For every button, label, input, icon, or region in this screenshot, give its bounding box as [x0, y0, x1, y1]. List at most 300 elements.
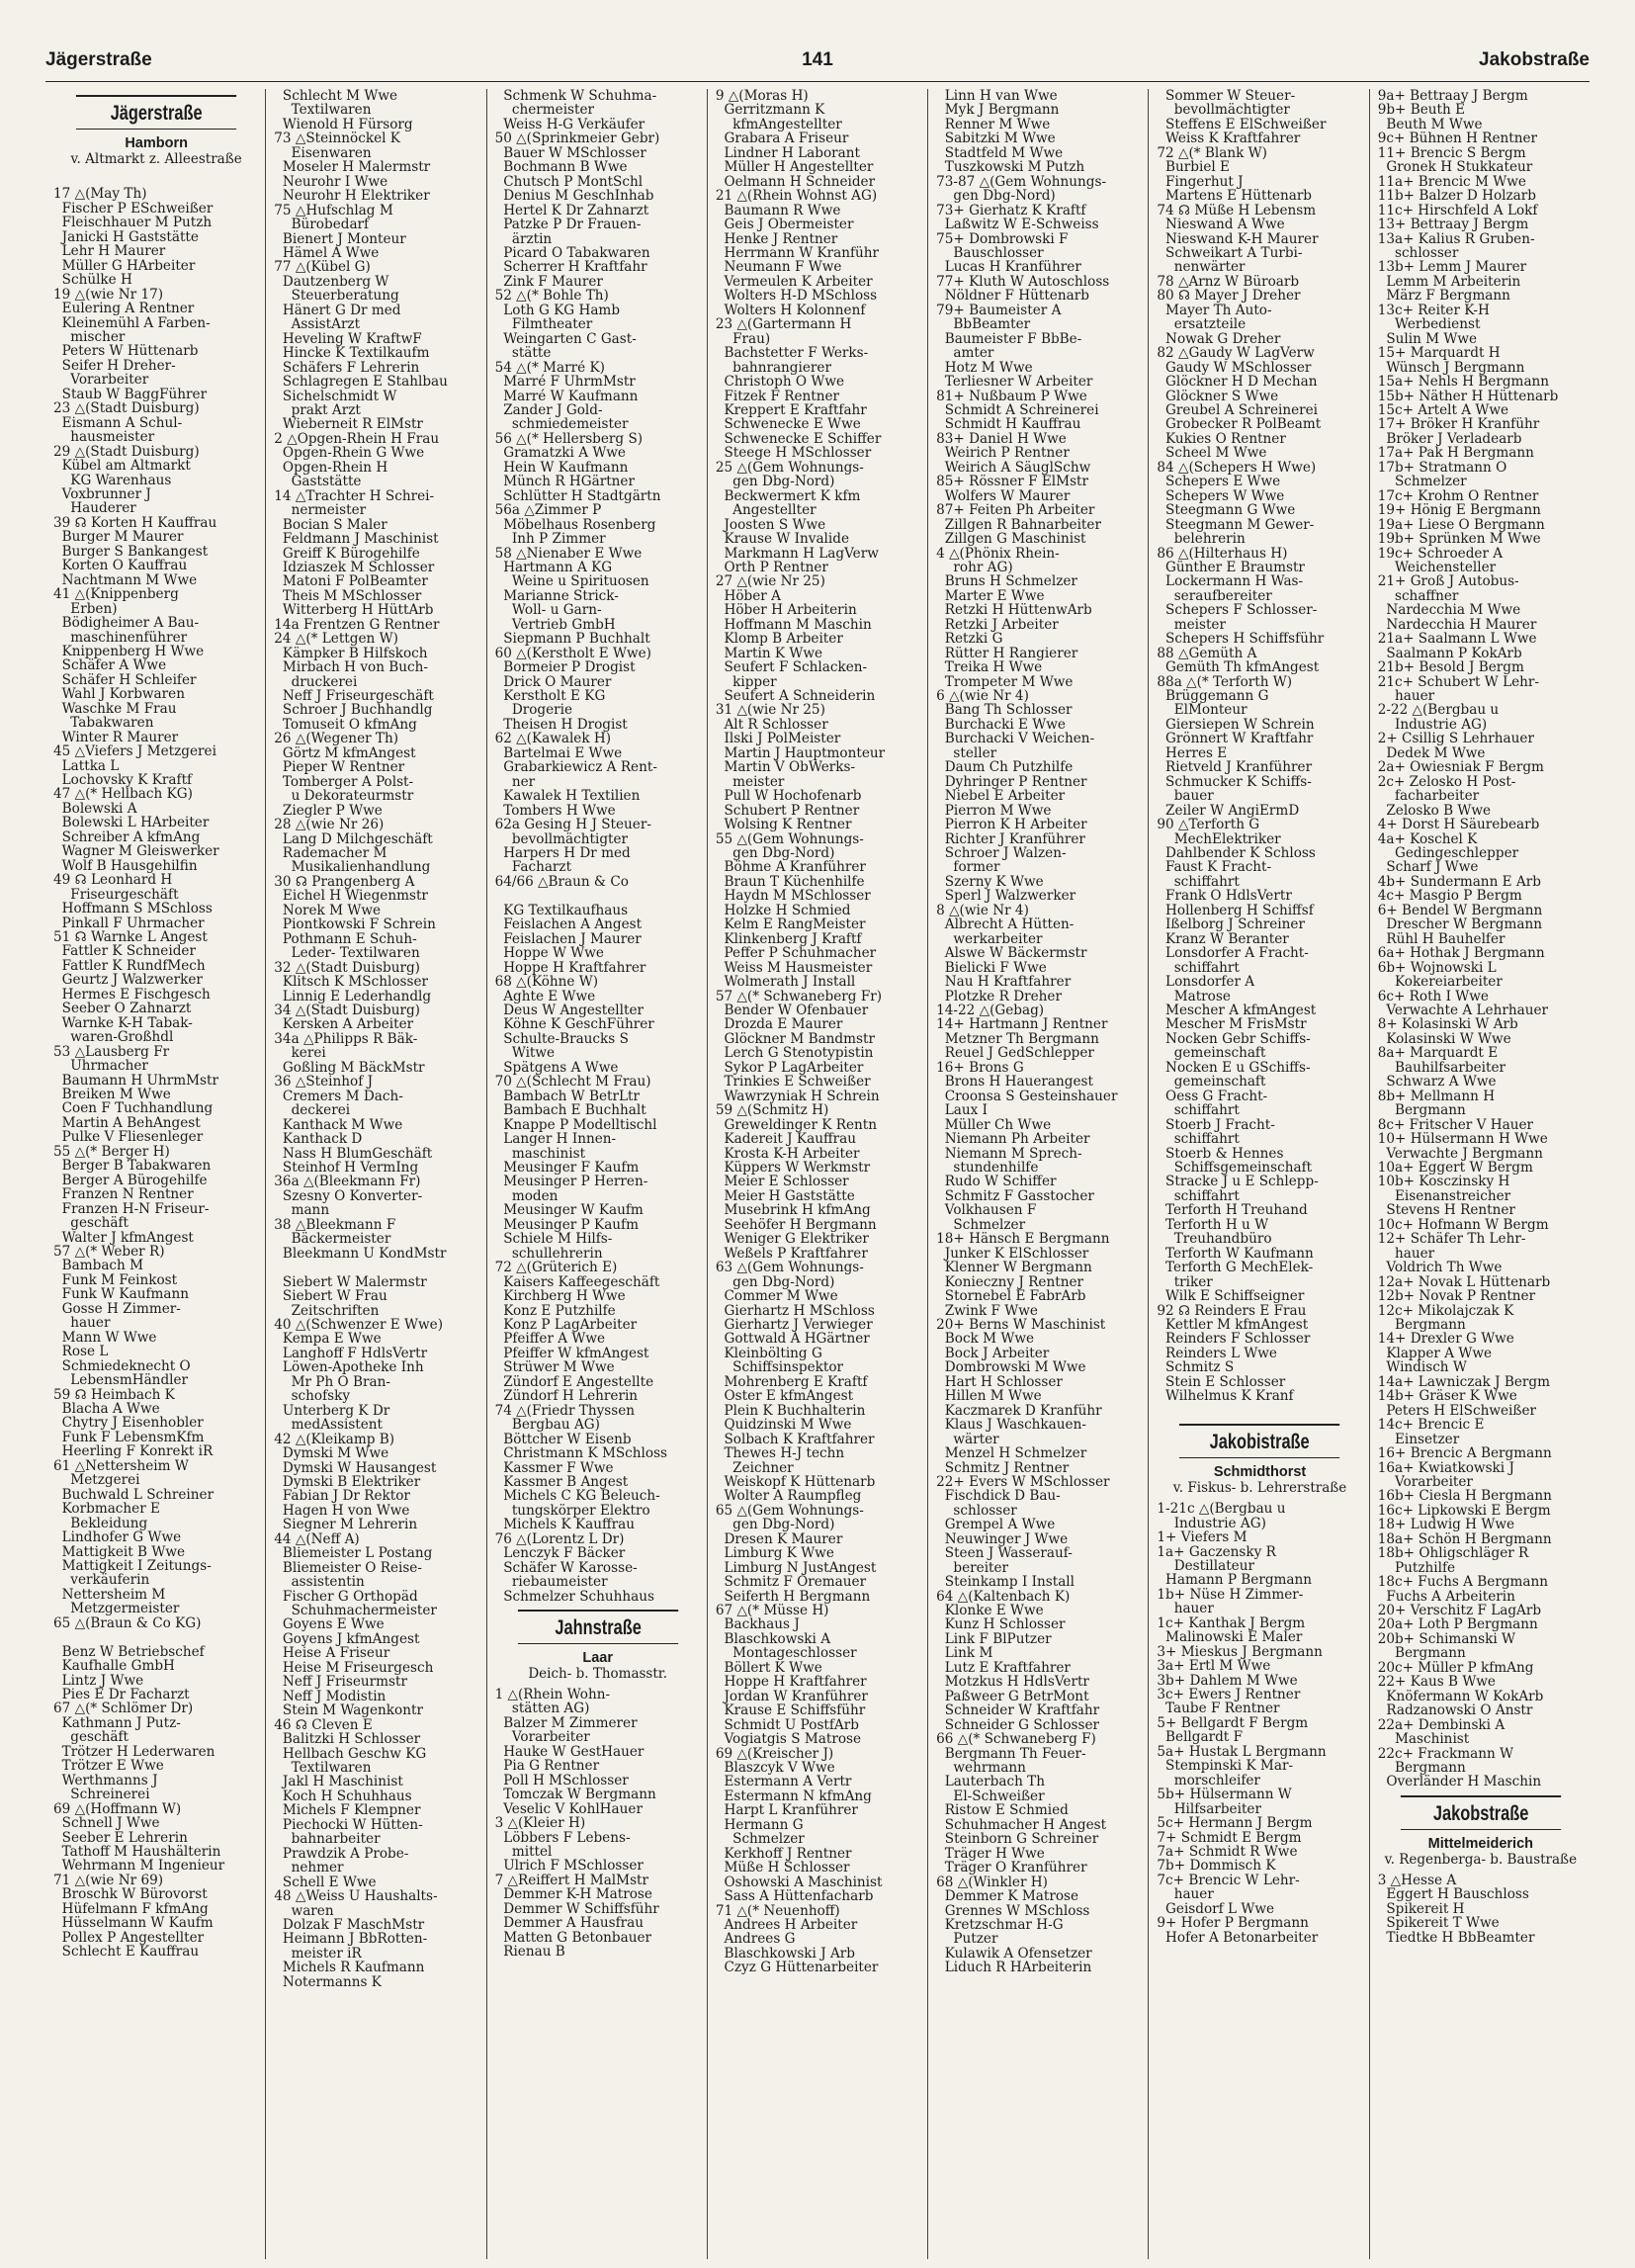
directory-entry: Schlagregen E Stahlbau — [274, 374, 448, 391]
directory-entry: 67 △(* Schlömer Dr) — [53, 1701, 194, 1717]
directory-entry: 56 △(* Hellersberg S) — [494, 430, 644, 447]
directory-entry: 17a+ Pak H Bergmann — [1377, 445, 1534, 462]
directory-entry: Opgen-Rhein H — [274, 459, 388, 476]
directory-entry: Renner M Wwe — [936, 116, 1051, 132]
directory-entry: Weichensteller — [1377, 559, 1497, 575]
directory-entry: Rütter H Rangierer — [936, 645, 1078, 661]
directory-entry: Lutz E Kraftfahrer — [936, 1659, 1071, 1676]
directory-entry: Funk W Kaufmann — [53, 1286, 189, 1303]
directory-entry: Estermann A Vertr — [715, 1774, 852, 1790]
directory-entry: 21a+ Saalmann L Wwe — [1377, 631, 1537, 648]
directory-entry: Kleinemühl A Farben- — [53, 314, 211, 331]
directory-entry: Ilski J PolMeister — [715, 731, 841, 747]
directory-entry: 50 △(Sprinkmeier Gebr) — [494, 131, 660, 147]
directory-entry: Pierron M Wwe — [936, 802, 1052, 819]
directory-entry: Müller H Angestellter — [715, 159, 874, 176]
directory-entry: Weirich A SäuglSchw — [936, 459, 1091, 476]
running-head-left: Jägerstraße — [45, 49, 152, 70]
directory-entry: Heimann J BbRotten- — [274, 1931, 428, 1948]
directory-entry: 4+ Dorst H Säurebearb — [1377, 817, 1540, 833]
directory-entry: Schmelzer — [1377, 474, 1467, 490]
directory-entry: Gerritzmann K — [715, 102, 825, 119]
directory-entry: Hauke W GestHauer — [494, 1743, 645, 1760]
directory-entry: 31 △(wie Nr 25) — [715, 702, 825, 719]
directory-entry: Baumann H UhrmMstr — [53, 1072, 218, 1089]
directory-entry: Lucas H Kranführer — [936, 259, 1081, 276]
directory-entry: Quidzinski M Wwe — [715, 1417, 852, 1434]
directory-entry: Thewes H-J techn — [715, 1445, 845, 1462]
directory-entry: bevollmächtigter — [1157, 102, 1290, 119]
directory-entry: schiffahrt — [1157, 873, 1240, 890]
directory-entry: Ißelborg J Schreiner — [1157, 916, 1305, 933]
directory-entry: 16c+ Lipkowski E Bergm — [1377, 1502, 1551, 1519]
directory-entry: Terforth H Treuhand — [1157, 1202, 1308, 1219]
directory-entry: Rietveld J Kranführer — [1157, 759, 1313, 776]
directory-entry: 17+ Bröker H Kranführ — [1377, 416, 1540, 433]
directory-entry: Konz E Putzhilfe — [494, 1302, 616, 1319]
directory-entry: Marré W Kaufmann — [494, 388, 639, 404]
street-heading: Jägerstraße — [76, 95, 236, 130]
directory-entry: Hermes E Fischgesch — [53, 986, 211, 1003]
directory-entry: Wagner M Gleiswerker — [53, 843, 219, 860]
directory-entry: 45 △Viefers J Metzgerei — [53, 743, 216, 760]
directory-entry: Grobecker R PolBeamt — [1157, 416, 1322, 433]
directory-entry: 68 △(Winkler H) — [936, 1874, 1048, 1890]
directory-entry: Andrees G — [715, 1931, 796, 1948]
directory-entry: Schmucker K Schiffs- — [1157, 773, 1312, 790]
directory-entry: Metzgermeister — [53, 1601, 180, 1617]
directory-entry: 10+ Hülsermann H Wwe — [1377, 1131, 1548, 1148]
directory-entry: Bender W Ofenbauer — [715, 1003, 869, 1018]
directory-entry: 17b+ Stratmann O — [1377, 459, 1507, 476]
directory-entry: Einsetzer — [1377, 1431, 1460, 1447]
directory-entry: Michels F Klempner — [274, 1802, 421, 1819]
directory-entry: Malinowski E Maler — [1157, 1629, 1303, 1646]
directory-entry: Feldmann J Maschinist — [274, 531, 439, 548]
directory-entry: Löbbers F Lebens- — [494, 1829, 631, 1846]
directory-entry: Kirchberg H Wwe — [494, 1288, 626, 1305]
directory-entry: Steen J Wasserauf- — [936, 1545, 1073, 1562]
directory-entry: Lonsdorfer A — [1157, 974, 1255, 991]
directory-entry: Bolewski A — [53, 800, 137, 817]
directory-entry: Oshowski A Maschinist — [715, 1874, 883, 1890]
directory-entry: Kreppert E Kraftfahr — [715, 401, 867, 418]
directory-entry: seraufbereiter — [1157, 587, 1272, 604]
directory-entry: Steegmann M Gewer- — [1157, 516, 1315, 533]
directory-entry: Unterberg K Dr — [274, 1402, 390, 1419]
directory-entry: Bliemeister O Reise- — [274, 1559, 422, 1576]
directory-entry: mittel — [494, 1844, 553, 1861]
directory-entry: Lang D Milchgeschäft — [274, 830, 433, 847]
directory-entry: Myk J Bergmann — [936, 102, 1060, 119]
directory-entry — [274, 1261, 479, 1274]
directory-entry: 2a+ Owiesniak F Bergm — [1377, 759, 1544, 776]
directory-entry: Schroer J Buchhandlg — [274, 702, 433, 719]
directory-entry: Demmer W Schiffsführ — [494, 1900, 659, 1917]
district-name: Laar — [582, 1650, 614, 1667]
directory-entry: Neuwinger J Wwe — [936, 1530, 1069, 1547]
directory-entry: Schäfers F Lehrerin — [274, 359, 420, 376]
directory-entry: 92 ☊ Reinders E Frau — [1157, 1302, 1307, 1319]
directory-entry: Schneider G Schlosser — [936, 1716, 1100, 1733]
directory-entry: 18b+ Ohligschläger R — [1377, 1545, 1529, 1562]
directory-entry: kfmAngestellter — [715, 116, 842, 132]
directory-entry: 20c+ Müller P kfmAng — [1377, 1659, 1534, 1676]
directory-entry: Plotzke R Dreher — [936, 988, 1062, 1004]
directory-entry: 69 △(Kreischer J) — [715, 1745, 834, 1762]
directory-entry: Knappe P Modelltischl — [494, 1116, 657, 1133]
directory-entry: Frank O HdlsVertr — [1157, 888, 1292, 905]
directory-entry: Laux I — [936, 1102, 989, 1119]
directory-entry: Schlecht E Kauffrau — [53, 1944, 200, 1961]
directory-entry: Hoppe H Kraftfahrer — [494, 959, 646, 976]
directory-entry: Stoerb & Hennes — [1157, 1145, 1284, 1162]
directory-entry: Seifer H Dreher- — [53, 357, 176, 374]
directory-entry: meister iR — [274, 1945, 362, 1962]
directory-entry: Matoni F PolBeamter — [274, 573, 428, 590]
directory-entry: Rudo W Schiffer — [936, 1174, 1057, 1190]
directory-entry: assistentin — [274, 1574, 365, 1591]
directory-entry: Maschinist — [1377, 1731, 1470, 1748]
directory-entry: Bambach M — [53, 1258, 144, 1274]
directory-entry: Lattka L — [53, 757, 120, 774]
directory-entry: Baumeister F BbBe- — [936, 330, 1082, 347]
directory-entry: Bambach E Buchhalt — [494, 1102, 646, 1119]
directory-entry: Schmitz S — [1157, 1359, 1235, 1376]
directory-entry: Kranz W Beranter — [1157, 930, 1289, 947]
directory-entry: Martin A BehAngest — [53, 1114, 201, 1131]
directory-entry: Bäckermeister — [274, 1231, 391, 1248]
directory-entry: Marré F UhrmMstr — [494, 374, 636, 391]
directory-entry: Brons H Hauerangest — [936, 1074, 1093, 1090]
directory-entry: Terliesner W Arbeiter — [936, 374, 1093, 391]
running-head-right: Jakobstraße — [1479, 49, 1590, 70]
directory-entry: Bergmann — [1377, 1760, 1466, 1777]
directory-entry: Lochovsky K Kraftf — [53, 772, 193, 789]
directory-entry: Patzke P Dr Frauen- — [494, 217, 642, 233]
directory-entry: Weiss K Kraftfahrer — [1157, 131, 1301, 147]
directory-entry: Verwachte J Bergmann — [1377, 1145, 1543, 1162]
directory-entry: Schmelzer — [936, 1216, 1026, 1233]
directory-entry: Niemann M Sprech- — [936, 1145, 1082, 1162]
directory-entry: 5+ Bellgardt F Bergm — [1157, 1714, 1309, 1731]
header-rule — [45, 81, 1590, 82]
directory-entry: 26 △(Wegener Th) — [274, 731, 399, 747]
directory-entry: El-Schweißer — [936, 1788, 1045, 1804]
directory-entry: Kaisers Kaffeegeschäft — [494, 1273, 660, 1290]
directory-entry: Goyens E Wwe — [274, 1616, 385, 1633]
directory-entry: Köhne K GeschFührer — [494, 1016, 654, 1033]
directory-entry: Goßling M BäckMstr — [274, 1059, 425, 1076]
directory-entry — [495, 889, 701, 903]
directory-entry: Burchacki V Weichen- — [936, 731, 1095, 747]
directory-entry: 72 △(* Blank W) — [1157, 144, 1267, 161]
directory-entry — [1157, 1404, 1362, 1418]
directory-entry: Seeber E Lehrerin — [53, 1829, 188, 1846]
directory-entry: Lerch G Stenotypistin — [715, 1045, 874, 1062]
directory-entry: Nardecchia H Maurer — [1377, 616, 1537, 633]
directory-entry: Kelm E RangMeister — [715, 916, 866, 933]
directory-entry: Weingarten C Gast- — [494, 330, 637, 347]
directory-entry: Meusinger P Herren- — [494, 1174, 648, 1190]
directory-entry: 1-21c △(Bergbau u — [1157, 1501, 1286, 1518]
directory-entry: Vorarbeiter — [1377, 1473, 1473, 1490]
directory-entry: Woll- u Garn- — [494, 602, 602, 619]
directory-entry: Höber H Arbeiterin — [715, 602, 857, 619]
directory-entry: Mr Ph O Bran- — [274, 1373, 390, 1390]
directory-entry: Fleischhauer M Putzh — [53, 215, 213, 231]
directory-entry: Träger O Kranführer — [936, 1860, 1087, 1876]
directory-entry: Wolfers W Maurer — [936, 487, 1071, 504]
directory-entry: Zündorf E Angestellte — [494, 1373, 654, 1390]
directory-entry: Meier H Gaststätte — [715, 1187, 855, 1204]
directory-entry: bauer — [1157, 788, 1214, 805]
directory-entry: Reinders F Schlosser — [1157, 1331, 1311, 1348]
directory-entry: facharbeiter — [1377, 788, 1480, 805]
directory-entry: 85+ Rössner F ElMstr — [936, 474, 1089, 490]
directory-entry: Brüggemann G — [1157, 688, 1269, 705]
directory-entry: 8b+ Mellmann H — [1377, 1088, 1496, 1104]
directory-entry: 81+ Nußbaum P Wwe — [936, 388, 1087, 404]
directory-entry: Baumann R Wwe — [715, 202, 841, 218]
directory-entry: Deus W Angestellter — [494, 1003, 644, 1018]
directory-entry: 77+ Kluth W Autoschloss — [936, 273, 1110, 290]
directory-entry: Mann W Wwe — [53, 1329, 157, 1346]
directory-entry: Fischer P ESchweißer — [53, 200, 214, 217]
directory-entry: 11a+ Brencic M Wwe — [1377, 173, 1526, 190]
page-number: 141 — [802, 49, 833, 70]
directory-entry: nehmer — [274, 1860, 344, 1876]
directory-entry: triker — [1157, 1273, 1213, 1290]
directory-entry: Metzgerei — [53, 1472, 140, 1489]
directory-entry: Zillgen G Maschinist — [936, 531, 1086, 548]
directory-entry: Löwen-Apotheke Inh — [274, 1359, 424, 1376]
directory-entry: Trompeter M Wwe — [936, 673, 1074, 690]
directory-entry: 1 △(Rhein Wohn- — [494, 1687, 611, 1703]
directory-entry: Witwe — [494, 1045, 556, 1062]
directory-entry: Sabitzki M Wwe — [936, 131, 1056, 147]
directory-entry: Waschke M Frau — [53, 700, 177, 717]
directory-entry: 12a+ Novak L Hüttenarb — [1377, 1273, 1551, 1290]
directory-entry: 10a+ Eggert W Bergm — [1377, 1159, 1533, 1176]
directory-entry: Frau) — [715, 330, 771, 347]
directory-entry: Pull W Hochofenarb — [715, 788, 862, 805]
directory-entry: Matten G Betonbauer — [494, 1929, 651, 1946]
directory-entry: Hoppe W Wwe — [494, 945, 604, 962]
directory-entry: Kretzschmar H-G — [936, 1917, 1064, 1933]
directory-entry: Czyz G Hüttenarbeiter — [715, 1960, 879, 1976]
directory-entry: Dymski M Wwe — [274, 1445, 389, 1462]
directory-entry: 58 △Nienaber E Wwe — [494, 545, 643, 562]
directory-entry: hauer — [1377, 1245, 1435, 1262]
directory-entry: 19 △(wie Nr 17) — [53, 286, 164, 303]
directory-entry: Krosta K-H Arbeiter — [715, 1145, 860, 1162]
directory-entry: Pothmann E Schuh- — [274, 930, 417, 947]
directory-entry: Kukies O Rentner — [1157, 430, 1286, 447]
directory-entry: 13c+ Reiter K-H — [1377, 302, 1490, 318]
directory-entry: Bekleidung — [53, 1515, 148, 1531]
directory-entry: 39 ☊ Korten H Kauffrau — [53, 514, 217, 531]
directory-entry: Dymski W Hausangest — [274, 1459, 437, 1476]
directory-entry: 66 △(* Schwaneberg F) — [936, 1731, 1096, 1748]
directory-entry: 21c+ Schubert W Lehr- — [1377, 673, 1539, 690]
directory-entry: schiffahrt — [1157, 1187, 1240, 1204]
directory-entry: Möbelhaus Rosenberg — [494, 516, 656, 533]
directory-entry: wehrmann — [936, 1760, 1026, 1777]
directory-entry: Lehr H Maurer — [53, 243, 166, 260]
directory-entry: 3 △(Kleier H) — [494, 1815, 586, 1832]
directory-entry: Fuchs A Arbeiterin — [1377, 1588, 1515, 1605]
directory-entry: 63 △(Gem Wohnungs- — [715, 1260, 864, 1276]
directory-column — [266, 89, 486, 2259]
directory-entry: Schmidt H Kauffrau — [936, 416, 1081, 433]
directory-entry: Dombrowski M Wwe — [936, 1359, 1086, 1376]
directory-entry: Jakl H Maschinist — [274, 1774, 403, 1790]
directory-entry: Bielicki F Wwe — [936, 959, 1047, 976]
directory-entry: BbBeamter — [936, 316, 1031, 333]
directory-entry: Faust K Fracht- — [1157, 859, 1272, 876]
directory-entry: 48 △Weiss U Haushalts- — [274, 1888, 438, 1905]
directory-entry: meister — [715, 773, 785, 790]
directory-entry: 44 △(Neff A) — [274, 1530, 360, 1547]
directory-entry: Neff J Friseurmstr — [274, 1674, 407, 1691]
directory-entry: Wolters H Kolonnenf — [715, 302, 866, 318]
directory-entry: Fattler K Schneider — [53, 943, 196, 960]
directory-entry: Steffens E ElSchweißer — [1157, 116, 1327, 132]
directory-entry: schiffahrt — [1157, 959, 1240, 976]
directory-entry: Niebel E Arbeiter — [936, 788, 1066, 805]
directory-entry — [53, 1630, 259, 1644]
directory-entry: 40 △(Schwenzer E Wwe) — [274, 1316, 443, 1333]
directory-entry: Eismann A Schul- — [53, 414, 183, 431]
directory-entry: Prawdzik A Probe- — [274, 1845, 409, 1862]
directory-entry: Eggert H Bauschloss — [1377, 1886, 1529, 1903]
directory-entry: 36 △Steinhof J — [274, 1074, 374, 1090]
directory-entry: u Dekorateurmstr — [274, 788, 414, 805]
directory-entry: 25 △(Gem Wohnungs- — [715, 459, 864, 476]
directory-entry: Kunz H Schlosser — [936, 1616, 1066, 1633]
directory-entry: 55 △(* Berger H) — [53, 1143, 170, 1160]
directory-entry: 57 △(* Schwaneberg Fr) — [715, 988, 883, 1004]
directory-entry: Langhoff F HdlsVertr — [274, 1345, 428, 1361]
directory-entry: Lintz J Wwe — [53, 1672, 144, 1689]
directory-entry: Bienert J Monteur — [274, 230, 406, 247]
directory-entry: Schmidt A Schreinerei — [936, 401, 1099, 418]
directory-entry: hauer — [1157, 1601, 1214, 1617]
directory-entry: Terforth G MechElek- — [1157, 1260, 1314, 1276]
directory-entry: Treuhandbüro — [1157, 1231, 1272, 1248]
directory-entry: Schwenecke E Wwe — [715, 416, 861, 433]
directory-entry: Montageschlosser — [715, 1645, 857, 1662]
directory-entry: 60 △(Kerstholt E Wwe) — [494, 645, 651, 661]
directory-entry: Notermanns K — [274, 1973, 382, 1990]
directory-entry: Zeiler W AngiErmD — [1157, 802, 1300, 819]
directory-entry: Uhrmacher — [53, 1058, 148, 1075]
directory-entry: ersatzteile — [1157, 316, 1247, 333]
directory-entry: Linn H van Wwe — [936, 89, 1058, 104]
directory-entry: Herres E — [1157, 744, 1228, 761]
directory-entry: 14c+ Brencic E — [1377, 1417, 1485, 1434]
directory-entry: Schmidt U PostfArb — [715, 1716, 859, 1733]
directory-entry: Limburg K Wwe — [715, 1545, 834, 1562]
directory-entry: 61 △Nettersheim W — [53, 1457, 189, 1474]
directory-entry: Kettler M kfmAngest — [1157, 1316, 1309, 1333]
directory-entry: Michels R Kaufmann — [274, 1960, 425, 1976]
directory-entry: 72 △(Grüterich E) — [494, 1260, 618, 1276]
directory-entry: Christmann K MSchloss — [494, 1445, 668, 1462]
directory-entry: Inh P Zimmer — [494, 531, 606, 548]
directory-entry: Marianne Strick- — [494, 587, 619, 604]
directory-entry: Burger S Bankangest — [53, 543, 209, 560]
directory-entry: 5a+ Hustak L Bergmann — [1157, 1743, 1327, 1760]
directory-entry: Weßels P Kraftfahrer — [715, 1245, 868, 1262]
directory-entry: Sichelschmidt W — [274, 388, 397, 404]
directory-entry: Vogiatgis S Matrose — [715, 1731, 862, 1748]
directory-entry: Steuerberatung — [274, 288, 399, 305]
directory-entry: Gaststätte — [274, 474, 362, 490]
directory-entry: Rienau B — [494, 1944, 565, 1961]
directory-entry: 2+ Csillig S Lehrhauer — [1377, 731, 1534, 747]
directory-entry: Steinhof H VermIng — [274, 1159, 419, 1176]
directory-entry: 7a+ Schmidt R Wwe — [1157, 1844, 1298, 1861]
directory-entry: 22a+ Dembinski A — [1377, 1716, 1506, 1733]
directory-entry: 7+ Schmidt E Bergm — [1157, 1829, 1302, 1846]
directory-entry: Giersiepen W Schrein — [1157, 716, 1315, 733]
directory-entry: 22+ Kaus B Wwe — [1377, 1674, 1496, 1691]
directory-entry: 80 ☊ Mayer J Dreher — [1157, 288, 1301, 305]
directory-entry: Feislachen J Maurer — [494, 930, 642, 947]
directory-entry: Bock J Arbeiter — [936, 1345, 1050, 1361]
directory-entry: Meusinger P Kaufm — [494, 1216, 639, 1233]
directory-entry: 20+ Verschitz F LagArb — [1377, 1603, 1542, 1619]
directory-entry: Henke J Rentner — [715, 230, 838, 247]
directory-entry: Zillgen R Bahnarbeiter — [936, 516, 1101, 533]
directory-entry: 9 △(Moras H) — [715, 89, 809, 104]
directory-entry: Zink F Maurer — [494, 273, 603, 290]
directory-entry: Wawrzyniak H Schrein — [715, 1088, 880, 1104]
directory-entry: werkarbeiter — [936, 930, 1043, 947]
directory-entry: Bachstetter F Werks- — [715, 345, 869, 362]
directory-entry: Seiferth H Bergmann — [715, 1588, 871, 1605]
directory-entry: 67 △(* Müsse H) — [715, 1603, 829, 1619]
directory-entry: 73 △Steinnöckel K — [274, 131, 400, 147]
directory-entry: Stevens H Rentner — [1377, 1202, 1515, 1219]
directory-entry: gen Dbg-Nord) — [715, 474, 835, 490]
directory-entry: Burchacki E Wwe — [936, 716, 1066, 733]
directory-entry: Bauschlosser — [936, 244, 1044, 261]
directory-entry: Trötzer H Lederwaren — [53, 1743, 215, 1760]
directory-entry: 65 △(Gem Wohnungs- — [715, 1502, 864, 1519]
directory-entry: Schmitz J Rentner — [936, 1459, 1070, 1476]
directory-entry: Blaszcyk V Wwe — [715, 1760, 835, 1777]
directory-entry: 29 △(Stadt Duisburg) — [53, 443, 200, 460]
directory-entry: 49 ☊ Leonhard H — [53, 872, 173, 889]
directory-entry: Hüfelmann F kfmAng — [53, 1900, 209, 1917]
directory-entry: Rühl H Bauhelfer — [1377, 930, 1506, 947]
directory-entry: Fitzek F Rentner — [715, 388, 840, 404]
directory-entry: Heise A Friseur — [274, 1645, 390, 1662]
directory-entry: Grönnert W Kraftfahr — [1157, 731, 1314, 747]
directory-entry: Nocken Gebr Schiffs- — [1157, 1030, 1311, 1047]
directory-entry: Schwenecke E Schiffer — [715, 430, 882, 447]
directory-entry: Schuhmachermeister — [274, 1603, 437, 1619]
directory-entry: Wolters H-D MSchloss — [715, 288, 878, 305]
directory-entry: Sperl J Walzwerker — [936, 888, 1076, 905]
directory-entry: Loth G KG Hamb — [494, 302, 621, 318]
directory-entry: Hoffmann S MSchloss — [53, 901, 213, 917]
directory-entry: Schubert P Rentner — [715, 802, 860, 819]
directory-entry: Görtz M kfmAngest — [274, 744, 416, 761]
